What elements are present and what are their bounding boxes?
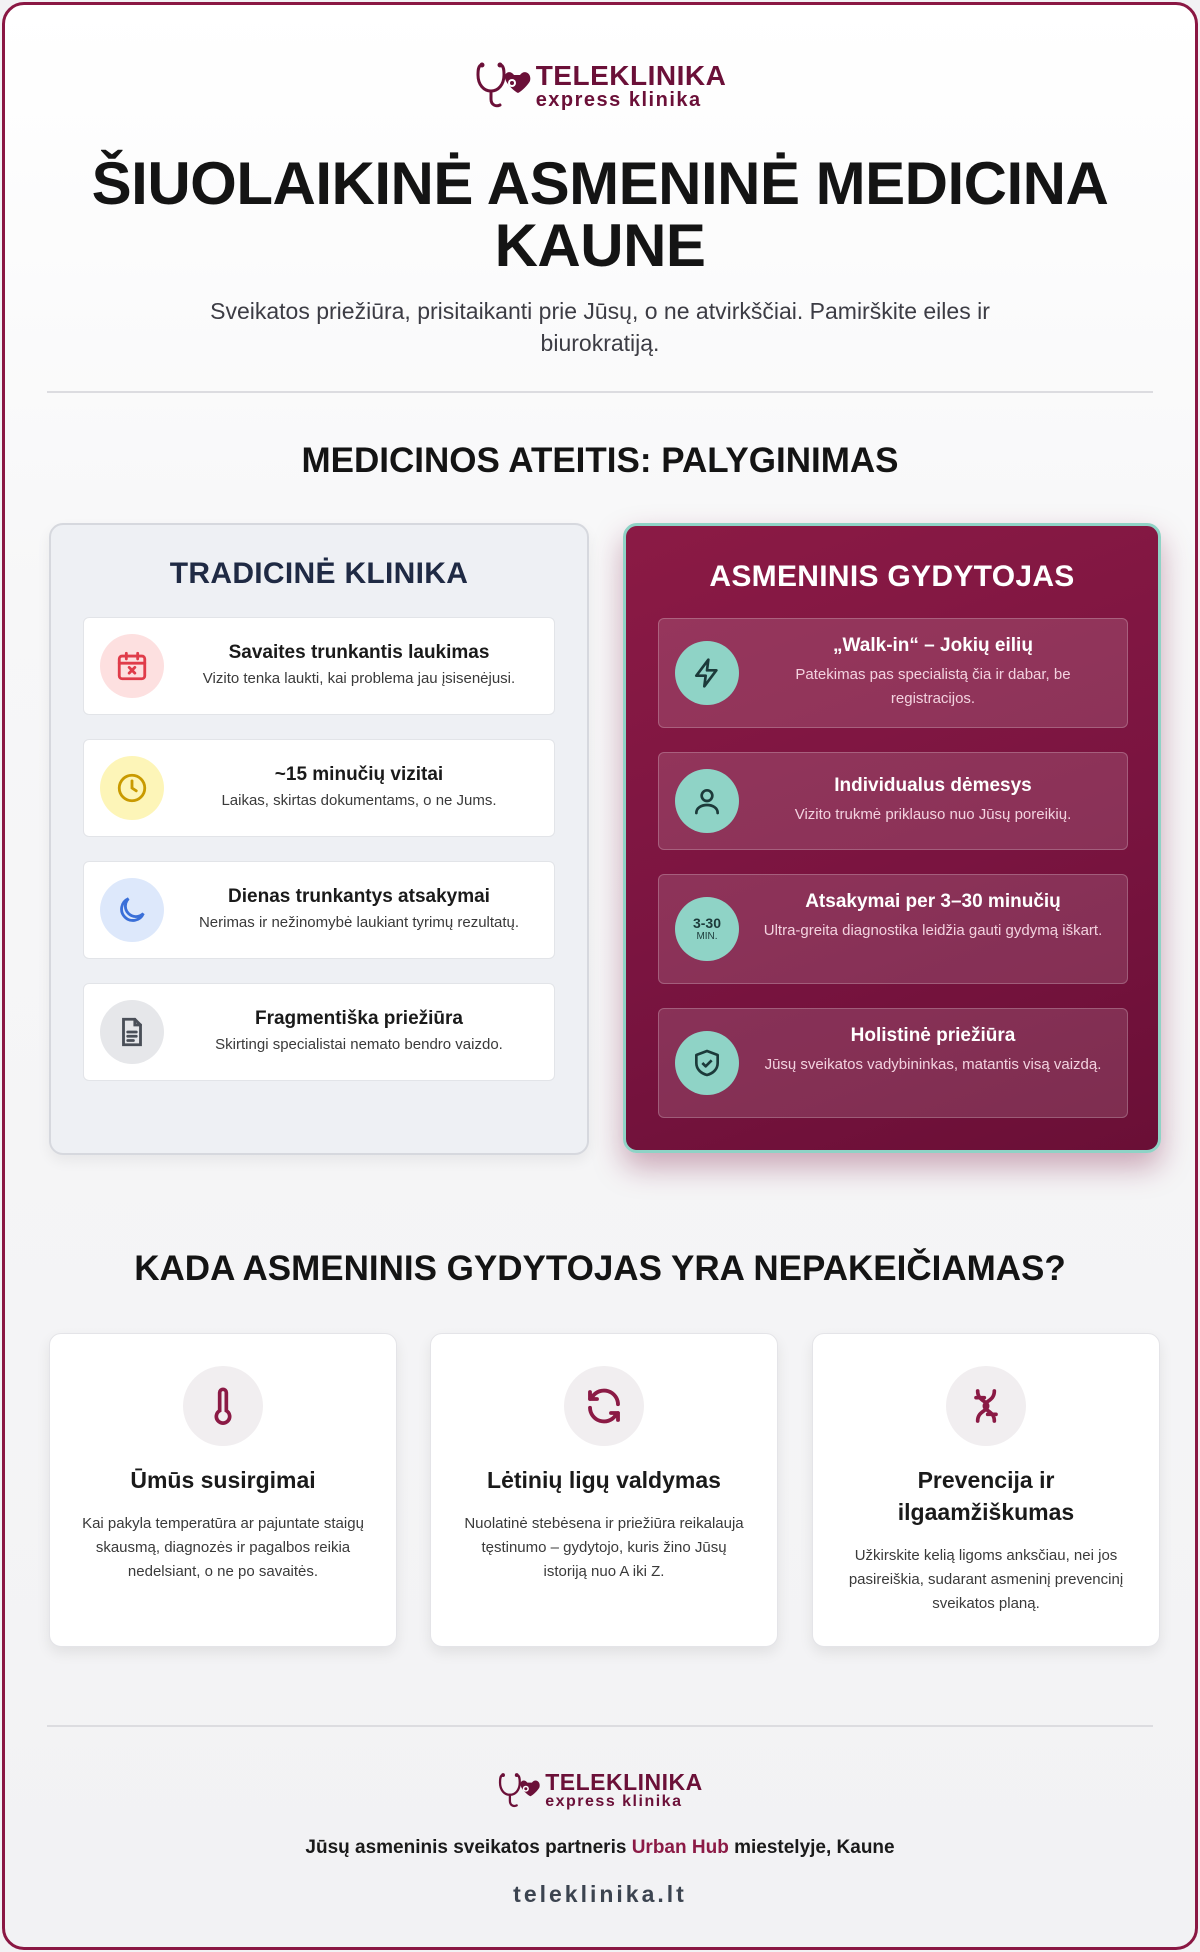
traditional-clinic-card (49, 523, 589, 1155)
personal-item (658, 752, 1128, 850)
document-icon (100, 1000, 164, 1064)
user-icon (675, 769, 739, 833)
comparison-title: MEDICINOS ATEITIS: PALYGINIMAS (301, 441, 899, 480)
use-case-description: Kai pakyla temperatūra ar pajuntate staigų skausmą, diagnozės ir pagalbos reikia nedelsiant, o ne po savaitės. (82, 1515, 364, 1580)
personal-doctor-heading: ASMENINIS GYDYTOJAS (709, 560, 1075, 593)
item-title: Fragmentiška priežiūra (254, 1008, 464, 1029)
item-description: Laikas, skirtas dokumentams, o ne Jums. (221, 792, 497, 809)
item-title: ~15 minučių vizitai (274, 764, 444, 785)
traditional-item (83, 617, 555, 715)
clock-icon (100, 756, 164, 820)
item-title: Holistinė priežiūra (850, 1025, 1016, 1046)
use-case-card (430, 1333, 778, 1647)
item-description: Vizito tenka laukti, kai problema jau įsisenėjusi. (202, 670, 516, 687)
calendar-x-icon (100, 634, 164, 698)
personal-item (658, 1008, 1128, 1118)
item-title: „Walk-in“ – Jokių eilių (833, 635, 1033, 656)
footer-divider (47, 1725, 1153, 1727)
item-description: Patekimas pas specialistą čia ir dabar, be registracijos. (795, 666, 1071, 707)
brand-logo (5, 61, 1195, 111)
dna-icon (946, 1366, 1026, 1446)
minutes-badge-unit: MIN. (696, 931, 718, 942)
brand-tagline: express klinika (535, 89, 702, 111)
footer-tagline (5, 1837, 1195, 1859)
personal-item (658, 618, 1128, 728)
traditional-item (83, 739, 555, 837)
traditional-clinic-heading: TRADICINĖ KLINIKA (169, 557, 469, 590)
section-divider (47, 391, 1153, 393)
item-description: Skirtingi specialistai nemato bendro vaizdo. (215, 1036, 503, 1053)
footer-brand-logo (5, 1771, 1195, 1810)
brand-tagline: express klinika (545, 1793, 683, 1810)
footer-tagline-post: miestelyje, Kaune (728, 1837, 895, 1858)
use-case-title: Prevencija ir ilgaamžiškumas (897, 1467, 1075, 1525)
item-description: Ultra-greita diagnostika leidžia gauti gydymą iškart. (763, 922, 1103, 939)
moon-icon (100, 878, 164, 942)
use-case-description: Nuolatinė stebėsena ir priežiūra reikalauja tęstinumo – gydytojo, kuris žino Jūsų istoriją nuo A iki Z. (464, 1515, 744, 1580)
use-cases-title: KADA ASMENINIS GYDYTOJAS YRA NEPAKEIČIAMAS? (134, 1249, 1066, 1288)
item-title: Individualus dėmesys (834, 775, 1032, 796)
item-description: Vizito trukmė priklauso nuo Jūsų poreikių. (794, 806, 1072, 823)
item-title: Dienas trunkantys atsakymai (228, 886, 490, 907)
use-case-title: Lėtinių ligų valdymas (487, 1467, 721, 1493)
shield-check-icon (675, 1031, 739, 1095)
page-title: ŠIUOLAIKINĖ ASMENINĖ MEDICINA KAUNE (91, 150, 1109, 279)
minutes-badge-value: 3-30 (692, 915, 722, 931)
use-case-description: Užkirskite kelią ligoms anksčiau, nei jos pasireiškia, sudarant asmeninį prevencinį sveikatos planą. (848, 1547, 1124, 1612)
lightning-icon (675, 641, 739, 705)
stethoscope-heart-icon (474, 61, 532, 111)
refresh-icon (564, 1366, 644, 1446)
traditional-item (83, 983, 555, 1081)
brand-name: TELEKLINIKA (535, 60, 727, 91)
infographic-page (2, 2, 1198, 1950)
item-description: Jūsų sveikatos vadybininkas, matantis visą vaizdą. (764, 1056, 1102, 1073)
page-subtitle: Sveikatos priežiūra, prisitaikanti prie Jūsų, o ne atvirkščiai. Pamirškite eiles ir biurokratiją. (210, 298, 990, 356)
footer-tagline-pre: Jūsų asmeninis sveikatos partneris (305, 1837, 632, 1858)
item-description: Nerimas ir nežinomybė laukiant tyrimų rezultatų. (198, 914, 520, 931)
minutes-badge-icon (675, 897, 739, 961)
stethoscope-heart-icon (497, 1772, 541, 1810)
brand-name: TELEKLINIKA (545, 1769, 703, 1795)
footer-tagline-highlight: Urban Hub (631, 1837, 729, 1858)
use-case-card (49, 1333, 397, 1647)
traditional-item (83, 861, 555, 959)
use-case-card (812, 1333, 1160, 1647)
item-title: Savaites trunkantis laukimas (228, 642, 490, 663)
website-link[interactable]: teleklinika.lt (513, 1881, 687, 1907)
use-case-title: Ūmūs susirgimai (130, 1467, 316, 1493)
thermometer-icon (183, 1366, 263, 1446)
personal-doctor-card (623, 523, 1161, 1153)
personal-item (658, 874, 1128, 984)
item-title: Atsakymai per 3–30 minučių (805, 891, 1061, 912)
